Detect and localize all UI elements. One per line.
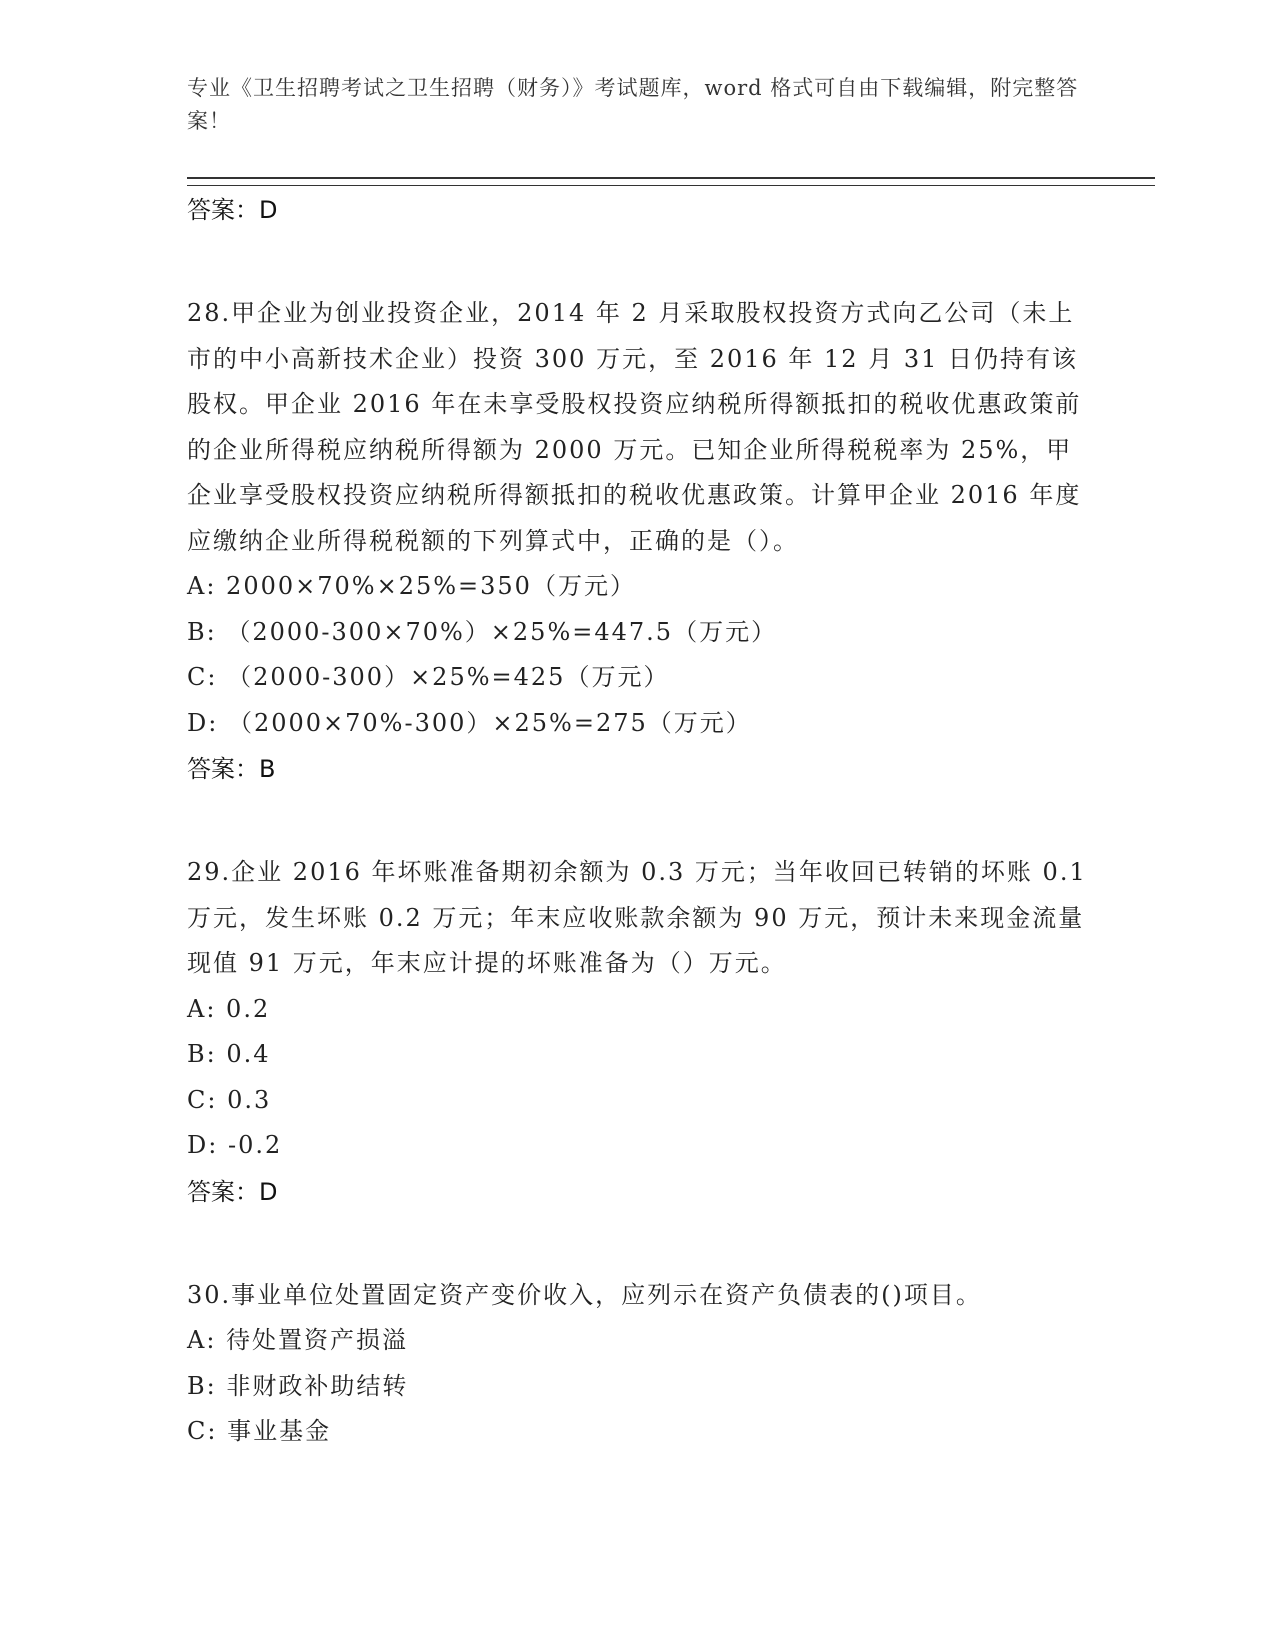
option-d: D: -0.2 bbox=[187, 1131, 283, 1159]
question-28 bbox=[187, 291, 1087, 792]
question-30 bbox=[187, 1273, 1087, 1455]
option-a: A: 0.2 bbox=[187, 994, 271, 1023]
option-c: C: （2000-300）×25%=425（万元） bbox=[187, 663, 670, 691]
option-c: C: 事业基金 bbox=[187, 1417, 332, 1445]
option-a: A: 2000×70%×25%=350（万元） bbox=[187, 572, 636, 600]
question-stem: 28.甲企业为创业投资企业，2014 年 2 月采取股权投资方式向乙公司（未上市的中小高新技术企业）投资 300 万元，至 2016 年 12 月 31 日仍持有该股权。甲企业 2016 年在未享受股权投资应纳税所得额抵扣的税收优惠政策前的企业所得税应纳税所得额为 2000 万元。已知企业所得税税率为 25%，甲企业享受股权投资应纳税所得额抵扣的税收优惠政策。计算甲企业 2016 年度应缴纳企业所得税税额的下列算式中，正确的是（）。 bbox=[187, 299, 1082, 555]
answer-line: 答案：D bbox=[187, 196, 278, 224]
question-list bbox=[187, 187, 1087, 1455]
header-divider bbox=[187, 177, 1155, 186]
option-b: B: （2000-300×70%）×25%=447.5（万元） bbox=[187, 617, 778, 646]
option-c: C: 0.3 bbox=[187, 1085, 272, 1114]
question-stem: 29.企业 2016 年坏账准备期初余额为 0.3 万元；当年收回已转销的坏账 0.1 万元，发生坏账 0.2 万元；年末应收账款余额为 90 万元，预计未来现金流量现值 91 万元，年末应计提的坏账准备为（）万元。 bbox=[187, 858, 1087, 977]
option-b: B: 0.4 bbox=[187, 1040, 271, 1068]
option-b: B: 非财政补助结转 bbox=[187, 1371, 409, 1400]
question-29 bbox=[187, 850, 1087, 1215]
answer-line: 答案：B bbox=[187, 755, 276, 783]
answer-line: 答案：D bbox=[187, 1177, 278, 1206]
option-d: D: （2000×70%-300）×25%=275（万元） bbox=[187, 708, 752, 737]
option-a: A: 待处置资产损溢 bbox=[187, 1326, 409, 1354]
question-stem: 30.事业单位处置固定资产变价收入，应列示在资产负债表的()项目。 bbox=[187, 1280, 982, 1309]
document-header: 专业《卫生招聘考试之卫生招聘（财务）》考试题库，word 格式可自由下载编辑，附完整答案！ bbox=[187, 76, 1079, 133]
